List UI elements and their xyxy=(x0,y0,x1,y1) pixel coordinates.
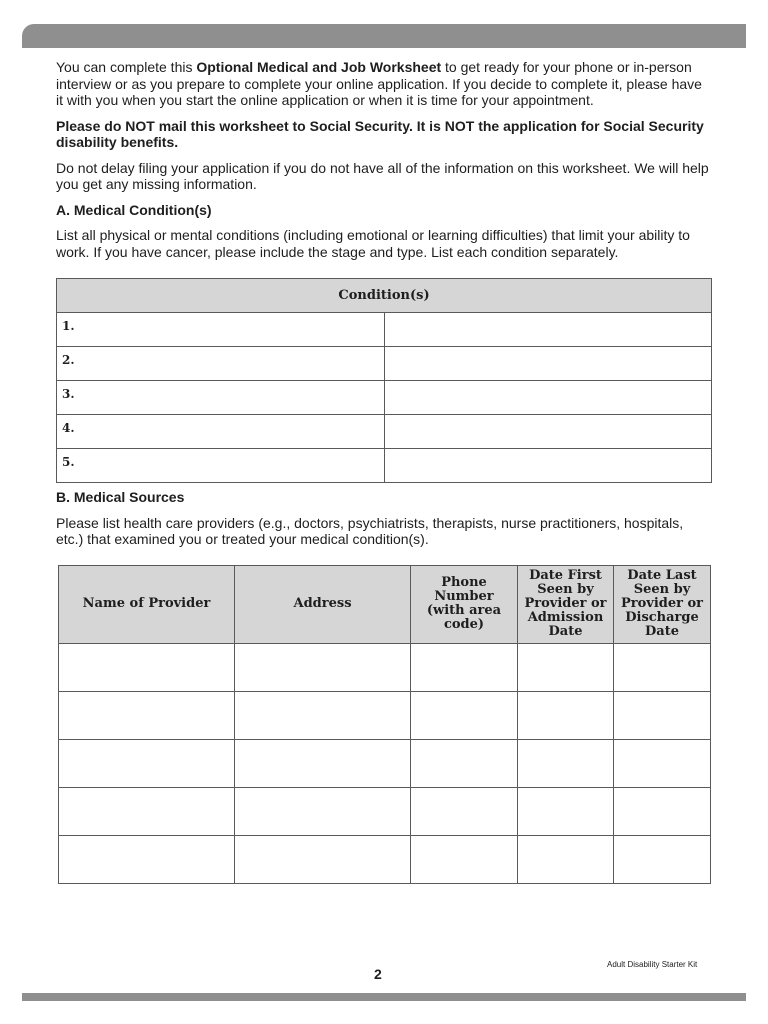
section-a-title: A. Medical Condition(s) xyxy=(56,201,212,218)
provider-name-cell[interactable] xyxy=(59,643,235,691)
provider-first-date-cell[interactable] xyxy=(518,691,614,739)
provider-name-cell[interactable] xyxy=(59,787,235,835)
section-b-title: B. Medical Sources xyxy=(56,489,185,505)
col-date-first-seen: Date First Seen by Provider or Admission Date xyxy=(518,565,614,643)
condition-row xyxy=(57,449,712,483)
provider-name-cell[interactable] xyxy=(59,835,235,883)
provider-first-date-cell[interactable] xyxy=(518,739,614,787)
provider-address-cell[interactable] xyxy=(235,643,411,691)
condition-row xyxy=(57,415,712,449)
provider-phone-cell[interactable] xyxy=(411,739,518,787)
condition-row xyxy=(57,347,712,381)
provider-phone-cell[interactable] xyxy=(411,787,518,835)
condition-field-1[interactable] xyxy=(384,313,712,347)
provider-phone-cell[interactable] xyxy=(411,691,518,739)
provider-row xyxy=(59,643,711,691)
condition-row xyxy=(57,381,712,415)
intro-text-start: You can complete this xyxy=(56,59,197,75)
provider-name-cell[interactable] xyxy=(59,691,235,739)
condition-field-5[interactable] xyxy=(384,449,712,483)
provider-address-cell[interactable] xyxy=(235,787,411,835)
provider-phone-cell[interactable] xyxy=(411,835,518,883)
worksheet-name: Optional Medical and Job Worksheet xyxy=(196,59,442,75)
provider-last-date-cell[interactable] xyxy=(614,643,711,691)
provider-first-date-cell[interactable] xyxy=(518,643,614,691)
provider-row xyxy=(59,835,711,883)
intro-text-end: to get ready for your phone or in-person interview or as you prepare to complete your online application. If you decide to complete it, please have it with you when you start the online application or when it is time for your appointment. xyxy=(56,59,702,108)
section-b-instructions: Please list health care providers (e.g., doctors, psychiatrists, therapists, nurse practitioners, hospitals, etc.) that examined you or treated your medical condition(s). xyxy=(56,514,684,547)
condition-number: 2. xyxy=(57,347,385,381)
worksheet-content xyxy=(56,59,712,884)
kit-label: Adult Disability Starter Kit xyxy=(607,960,698,969)
condition-row xyxy=(57,313,712,347)
condition-number: 4. xyxy=(57,415,385,449)
section-a-instructions: List all physical or mental conditions (including emotional or learning difficulties) that limit your ability to work. If you have cancer, please include the stage and type. List each condition separately. xyxy=(56,227,690,260)
condition-number: 3. xyxy=(57,381,385,415)
conditions-header: Condition(s) xyxy=(57,279,712,313)
provider-address-cell[interactable] xyxy=(235,835,411,883)
provider-last-date-cell[interactable] xyxy=(614,835,711,883)
footer-bar xyxy=(22,993,746,1001)
col-name-of-provider: Name of Provider xyxy=(59,565,235,643)
medical-sources-table xyxy=(58,565,711,884)
col-date-last-seen: Date Last Seen by Provider or Discharge Date xyxy=(614,565,711,643)
intro-paragraph xyxy=(56,59,712,109)
condition-field-3[interactable] xyxy=(384,381,712,415)
conditions-table xyxy=(56,278,712,483)
provider-address-cell[interactable] xyxy=(235,739,411,787)
condition-number: 5. xyxy=(57,449,385,483)
page-number: 2 xyxy=(374,966,382,982)
provider-phone-cell[interactable] xyxy=(411,643,518,691)
provider-first-date-cell[interactable] xyxy=(518,787,614,835)
condition-number: 1. xyxy=(57,313,385,347)
provider-last-date-cell[interactable] xyxy=(614,739,711,787)
provider-first-date-cell[interactable] xyxy=(518,835,614,883)
provider-address-cell[interactable] xyxy=(235,691,411,739)
col-phone-number: Phone Number (with area code) xyxy=(411,565,518,643)
provider-row xyxy=(59,739,711,787)
provider-row xyxy=(59,691,711,739)
col-address: Address xyxy=(235,565,411,643)
header-bar xyxy=(22,24,746,48)
condition-field-2[interactable] xyxy=(384,347,712,381)
provider-name-cell[interactable] xyxy=(59,739,235,787)
do-not-mail-notice: Please do NOT mail this worksheet to Social Security. It is NOT the application for Social Security disability benefits. xyxy=(56,117,704,150)
provider-last-date-cell[interactable] xyxy=(614,787,711,835)
missing-info-note: Do not delay filing your application if you do not have all of the information on this worksheet. We will help you get any missing information. xyxy=(56,159,709,192)
provider-last-date-cell[interactable] xyxy=(614,691,711,739)
condition-field-4[interactable] xyxy=(384,415,712,449)
provider-row xyxy=(59,787,711,835)
